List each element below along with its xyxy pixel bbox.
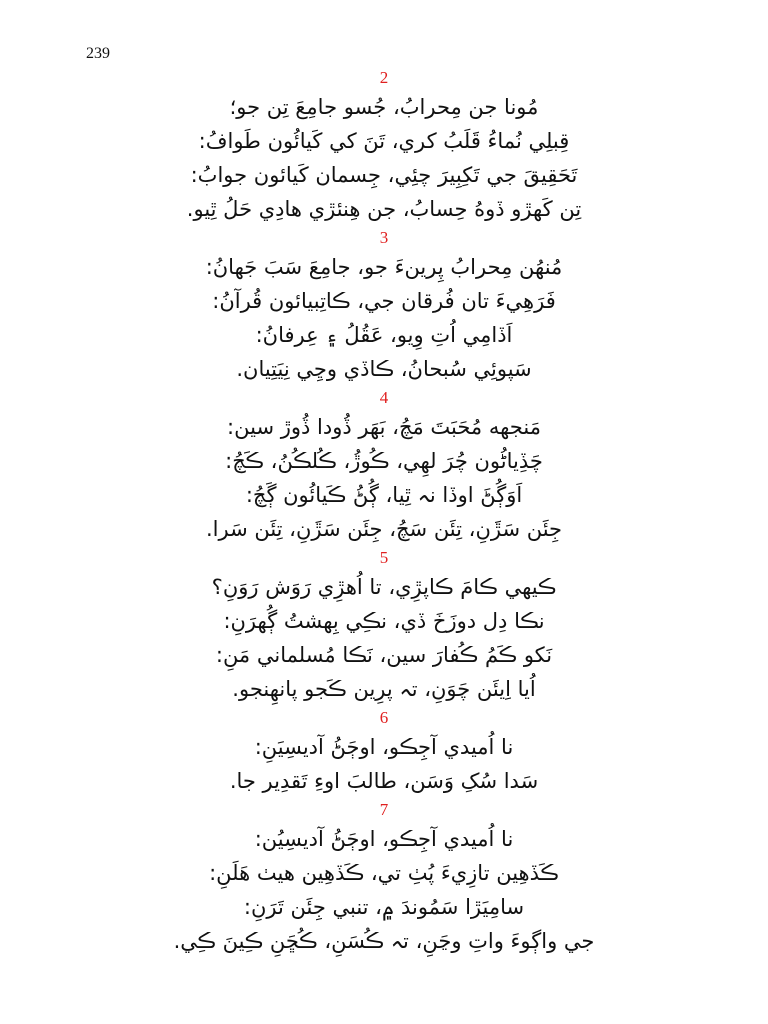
verse-line: فَرَهِيءَ تان فُرقان جي، ڪاتِبيائون قُرآنُ: [212, 289, 556, 313]
stanza-number: 7 [379, 800, 389, 819]
verse-line: مُنهُن مِحرابُ پِرينءَ جو، جامِعَ سَبَ جَهانُ: [205, 255, 563, 279]
verse-line: قِبلِي نُماءُ قَلَبُ كري، تَنَ كي كَيائُون طَوافُ: [198, 129, 570, 153]
stanza-3 [206, 226, 563, 386]
verse-line: سَپوئِي سُبحانُ، ڪاڏي وڃِي نِيَتِيان. [236, 357, 532, 381]
verse-line: اَوَڳُڻَ اوڏا نہ ٿِيا، ڳُڻُ ڪَيائُون ڳَچُ: [245, 483, 523, 507]
verse-line: نڪا دِل دوزَخَ ڏي، نڪِي بِهشتُ ڳُهرَنِ: [223, 609, 545, 633]
stanza-number: 2 [379, 68, 389, 87]
stanza-number: 3 [379, 228, 389, 247]
verse-line: مُونا جن مِحرابُ، جُسو جامِعَ تِن جو؛ [229, 95, 539, 119]
verse-line: اَڏامِي اُتِ وِيو، عَقُلُ ۽ عِرفانُ: [255, 323, 513, 347]
page-number: 239 [86, 45, 110, 62]
stanza-number: 5 [379, 548, 389, 567]
verse-line: جي واڳوءَ واتِ وڃَنِ، تہ ڪُسَنِ، ڪُڇَنِ ڪِينَ ڪِي. [173, 929, 595, 953]
verse-line: تِن كَهڙو ڏوهُ حِسابُ، جن هِنئڙي هادِي حَلُ ٿِيو. [186, 197, 582, 221]
stanza-4 [206, 386, 562, 546]
stanza-6 [230, 706, 538, 798]
stanza-5 [212, 546, 557, 706]
verse-line: سَدا سُکِ وَسَن، طالبَ اوءِ تَقدِير جا. [229, 769, 539, 793]
verse-line: چَڏِياڻُون چُرَ لهِي، ڪُوڙُ، ڪُلڪُنُ، ڪَچُ: [225, 449, 543, 473]
verse-line: نا اُميدي آجِڪو، اوڄَڻُ آديسِيَنِ: [254, 735, 514, 759]
verse-line: سامِيَڙا سَمُوندَ ۾، تنبي جِئَن تَرَنِ: [243, 895, 525, 919]
verse-line: اُيا اِيئَن چَوَنِ، تہ پرِين ڪَجو پانهِنجو. [232, 677, 536, 701]
poem-body [0, 66, 768, 958]
stanza-2 [187, 66, 581, 226]
stanza-number: 6 [379, 708, 389, 727]
verse-line: ڪيهي ڪامَ ڪاپڙِي، تا اُهڙِي رَوَش رَوَنِ؟ [211, 575, 557, 599]
verse-line: جِئَن سَڙَنِ، تِئَن سَچُ، جِئَن سَڙَنِ، تِئَن سَرا. [205, 517, 563, 541]
verse-line: ڪَڏهِين تازِيءَ پُٺِ تي، ڪَڏهِين هيٺ هَلَنِ: [209, 861, 559, 885]
stanza-number: 4 [379, 388, 389, 407]
verse-line: تَحَقِيقَ جي تَكِبِيرَ چئِي، جِسمان كَيائون جوابُ: [190, 163, 578, 187]
verse-line: نا اُميدي آجِڪو، اوڄَڻُ آديسِيُن: [254, 827, 514, 851]
verse-line: نَکو ڪَمُ ڪُفارَ سين، نَڪا مُسلماني مَنِ: [215, 643, 553, 667]
stanza-7 [174, 798, 595, 958]
verse-line: مَنجهه مُحَبَتَ مَچُ، بَهَر ڏُودا ڏُوڙ سين: [227, 415, 541, 439]
